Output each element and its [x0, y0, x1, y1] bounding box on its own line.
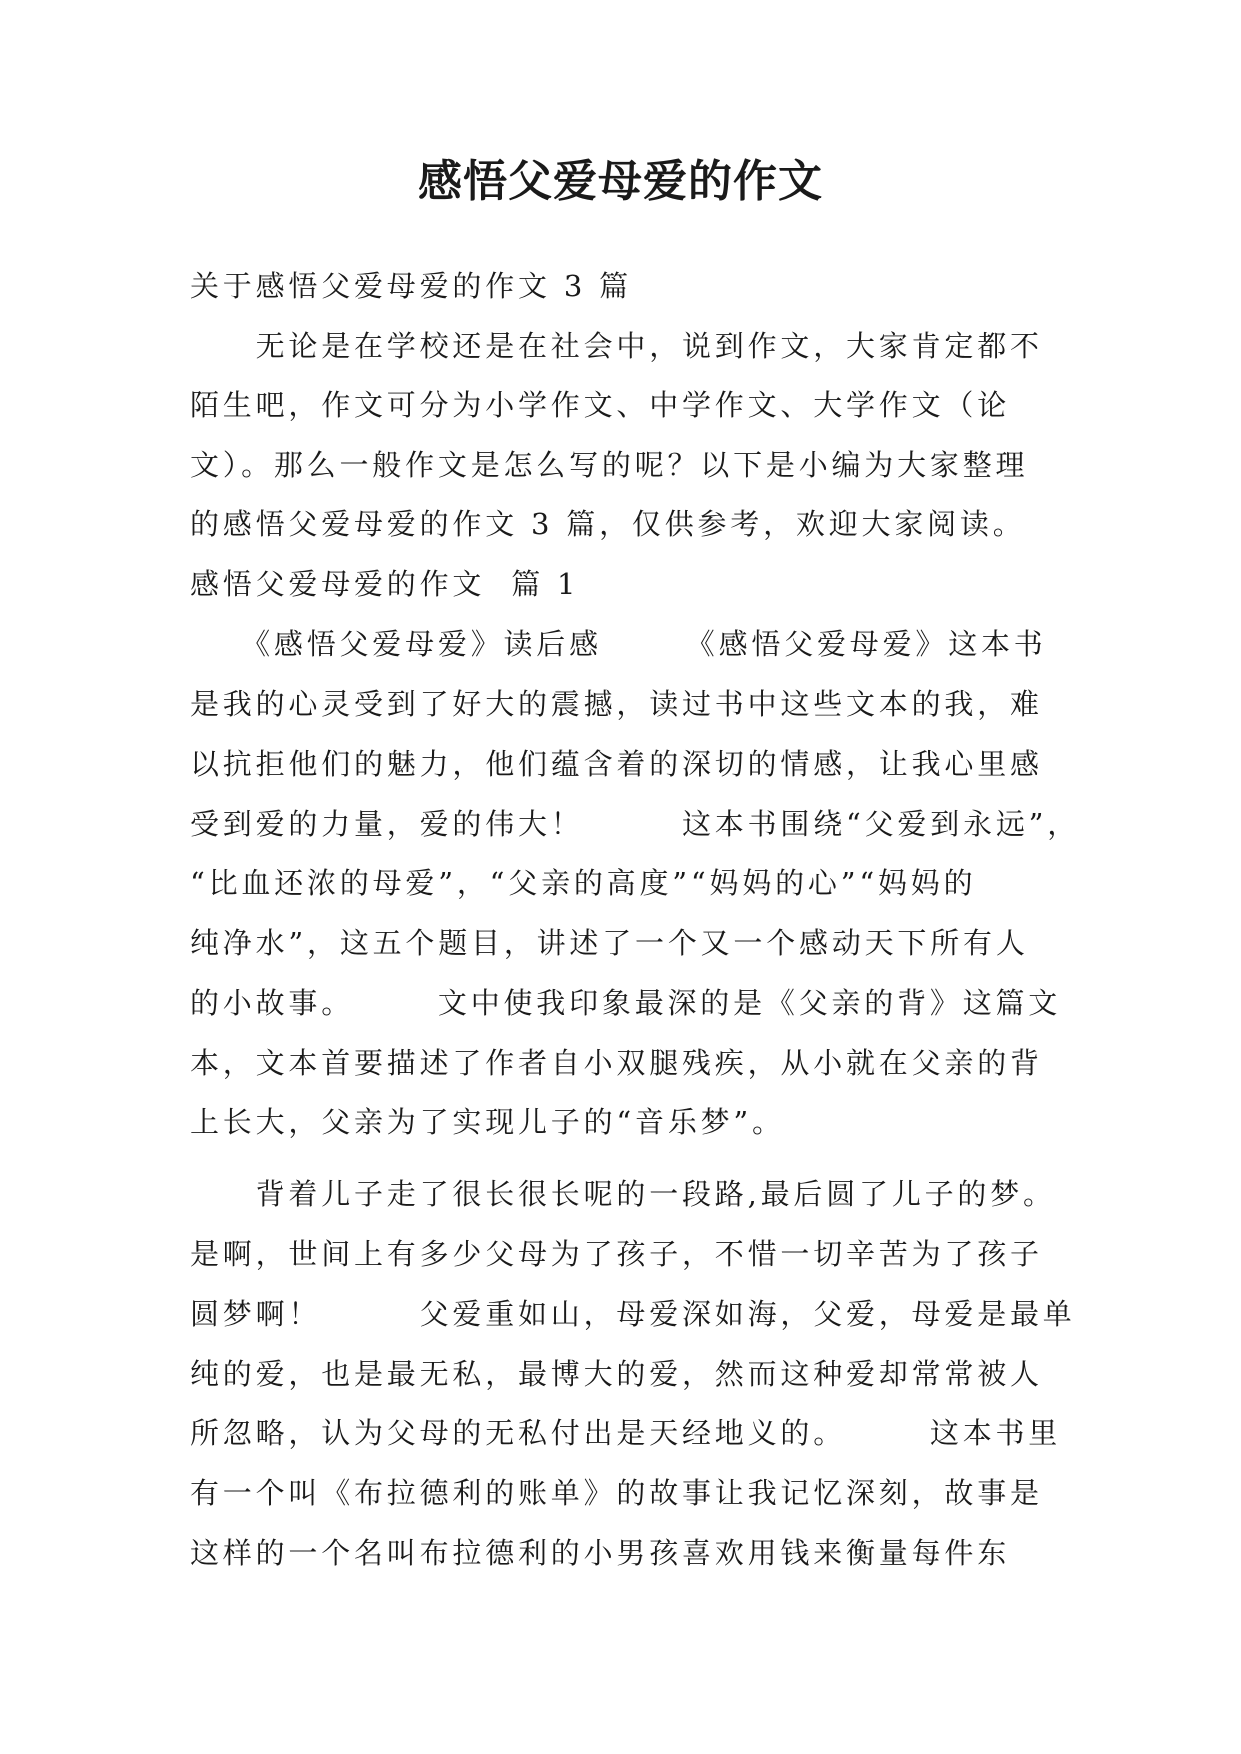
text-line: 受到爱的力量，爱的伟大！ 这本书围绕“父爱到永远”， [190, 807, 1081, 841]
section-heading: 感悟父爱母爱的作文 篇 1 [190, 567, 580, 601]
text-line: 是啊，世间上有多少父母为了孩子，不惜一切辛苦为了孩子 [190, 1237, 1043, 1271]
text-line: 文）。那么一般作文是怎么写的呢？以下是小编为大家整理 [190, 448, 1029, 482]
subtitle-line: 关于感悟父爱母爱的作文 3 篇 [190, 269, 632, 303]
text-line: 圆梦啊！ 父爱重如山，母爱深如海，父爱，母爱是最单 [190, 1297, 1076, 1331]
text-line: 是我的心灵受到了好大的震撼，读过书中这些文本的我，难 [190, 687, 1043, 721]
text-line: 的感悟父爱母爱的作文 3 篇，仅供参考，欢迎大家阅读。 [190, 507, 1026, 541]
text-line: 这样的一个名叫布拉德利的小男孩喜欢用钱来衡量每件东 [190, 1536, 1011, 1570]
text-line: 有一个叫《布拉德利的账单》的故事让我记忆深刻，故事是 [190, 1476, 1043, 1510]
text-line: 本，文本首要描述了作者自小双腿残疾，从小就在父亲的背 [190, 1046, 1043, 1080]
text-line: 的小故事。 文中使我印象最深的是《父亲的背》这篇文 [190, 986, 1062, 1020]
text-line: 无论是在学校还是在社会中，说到作文，大家肯定都不 [190, 329, 1043, 363]
text-line: 纯的爱，也是最无私，最博大的爱，然而这种爱却常常被人 [190, 1357, 1043, 1391]
text-line: 以抗拒他们的魅力，他们蕴含着的深切的情感，让我心里感 [190, 747, 1043, 781]
text-line: 《感悟父爱母爱》读后感 《感悟父爱母爱》这本书 [190, 627, 1047, 661]
text-line: 背着儿子走了很长很长呢的一段路,最后圆了儿子的梦。 [190, 1177, 1056, 1211]
text-line: 所忽略，认为父母的无私付出是天经地义的。 这本书里 [190, 1416, 1062, 1450]
text-line: “比血还浓的母爱”，“父亲的高度”“妈妈的心”“妈妈的 [190, 866, 977, 900]
text-line: 陌生吧，作文可分为小学作文、中学作文、大学作文（论 [190, 388, 1011, 422]
text-line: 上长大，父亲为了实现儿子的“音乐梦”。 [190, 1105, 785, 1139]
text-line: 纯净水”，这五个题目，讲述了一个又一个感动天下所有人 [190, 926, 1029, 960]
document-title: 感悟父爱母爱的作文 [418, 156, 823, 207]
